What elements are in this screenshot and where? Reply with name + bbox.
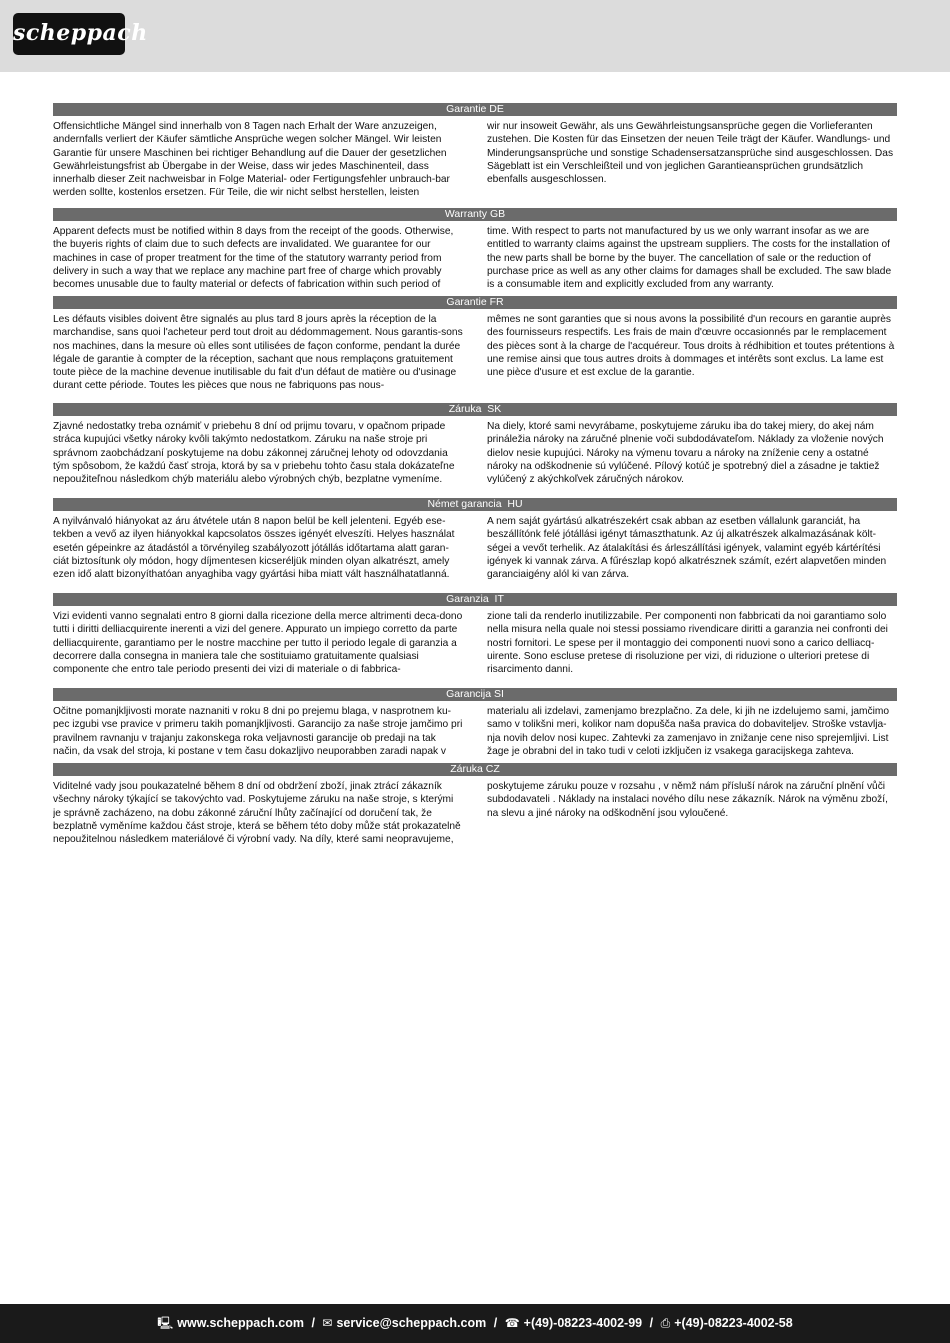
warranty-section-it bbox=[53, 593, 897, 688]
text-column-right: materialu ali izdelavi, zamenjamo brezplačno. Za dele, ki jih ne izdelujemo sami, jamčimo samo v tolikšni meri, kolikor nam dopušča naša pravica do dobaviteljev. Stroške vstavlja-nja novih delov nosi kupec. Zahtevki za zamenjavo in znižanje cene niso sprejemljivi. List žage je obrabni del in tako tudi v celoti izključen iz vsakega garacijskega zahteva. bbox=[487, 706, 890, 757]
warranty-section-cz bbox=[53, 763, 897, 852]
email-icon: ✉ bbox=[322, 1316, 333, 1330]
warranty-section-gb bbox=[53, 208, 897, 296]
section-header: Német garancia HU bbox=[53, 498, 897, 511]
section-body bbox=[53, 776, 897, 852]
text-column-left: Vizi evidenti vanno segnalati entro 8 giorni dalla ricezione della merce altrimenti deca-dono tutti i diritti delliacquirente inerenti a vizi del genere. Appurato un impiego corretto da parte delliacquirente, garantiamo per le nostre macchine per tutto il periodo legale di garanzia a decorrere dalla consegna in maniera tale che sostituiamo gratuitamente qualsiasi componente che entro tale periodo presenti dei vizi di materiale o di fabbrica- bbox=[53, 611, 463, 676]
website-link[interactable]: www.scheppach.com bbox=[177, 1316, 304, 1330]
warranty-section-sk bbox=[53, 403, 897, 498]
text-column-right: Na diely, ktoré sami nevyrábame, poskytujeme záruku iba do takej miery, do akej nám prináležia nároky na záručné plnenie voči subdodávateľom. Náklady za vloženie nových dielov nesie kupujúci. Nároky na výmenu tovaru a nároky na zníženie ceny a ostatné nároky na odškodnenie sú vylúčené. Pílový kotúč je spotrebný diel a zásadne je taktiež vylúčený z akýchkoľvek záručných nárokov. bbox=[487, 421, 884, 486]
section-header: Záruka CZ bbox=[53, 763, 897, 776]
section-body bbox=[53, 116, 897, 208]
fax-icon: ⎙ bbox=[660, 1316, 671, 1330]
email-link[interactable]: service@scheppach.com bbox=[336, 1316, 487, 1330]
text-column-left: Očitne pomanjkljivosti morate naznaniti v roku 8 dni po prejemu blaga, v nasprotnem ku-pec izgubi vse pravice v primeru takih pomanjkljivosti. Garancijo za naše stroje jamčimo pri pravilnem ravnanju v trajanju zakonskega roka veljavnosti garancije ob predaji na tak način, da vsak del stroja, ki postane v tem času dokazljivo neuporabben zaradi napak v bbox=[53, 706, 463, 757]
section-body bbox=[53, 221, 897, 296]
section-header: Garantie FR bbox=[53, 296, 897, 309]
separator: / bbox=[649, 1316, 654, 1330]
separator: / bbox=[493, 1316, 498, 1330]
warranty-section-de bbox=[53, 103, 897, 208]
section-header: Warranty GB bbox=[53, 208, 897, 221]
contact-footer bbox=[0, 1304, 950, 1343]
text-column-left: Apparent defects must be notified within 8 days from the receipt of the goods. Otherwise, the buyeris rights of claim due to such defects are invalidated. We guarantee for our machines in case of proper treatment for the time of the statutory warranty period from delivery in such a way that we replace any machine part free of charge which provably becomes unusable due to faulty material or defects of fabrication within such period of bbox=[53, 226, 454, 291]
section-body bbox=[53, 606, 897, 688]
text-column-left: Zjavné nedostatky treba oznámiť v priebehu 8 dní od prijmu tovaru, v opačnom pripade stráca kupujúci všetky nároky kvôli takýmto nedostatkom. Záruku na naše stroje pri správnom zaobchádzaní poskytujeme na dobu zákonnej záručnej lehoty od odovzdania tým spôsobom, že každú časť stroja, ktorá by sa v priebehu tohto času stala dokázateľne nepoužiteľnou následkom chýb materiálu alebo výrobných chýb, bezplatne vymeníme. bbox=[53, 421, 455, 486]
fax-number: +(49)-08223-4002-58 bbox=[674, 1316, 793, 1330]
text-column-left: A nyilvánvaló hiányokat az áru átvétele után 8 napon belül be kell jelenteni. Egyéb ese-tekben a vevő az ilyen hiányokkal kapcsolatos összes igényét elveszíti. Helyes használat esetén gépeinkre az átadástól a törvényileg szabályozott jótállás időtartama alatt garan-ciát biztosítunk oly módon, hogy díjmentesen kicseréljük minden olyan alkatrészt, amely ezen idő alatt bizonyíthatóan anyaghiba vagy gyártási hiba miatt vált használhatatlanná. bbox=[53, 516, 455, 581]
header-bar bbox=[0, 0, 950, 72]
phone-number: +(49)-08223-4002-99 bbox=[523, 1316, 643, 1330]
warranty-section-fr bbox=[53, 296, 897, 403]
section-header: Záruka SK bbox=[53, 403, 897, 416]
text-column-right: wir nur insoweit Gewähr, als uns Gewährleistungsansprüche gegen die Vorlieferanten zustehen. Die Kosten für das Einsetzen der neuen Teile trägt der Käufer. Wandlungs- und Minderungsansprüche und sonstige Schadensersatzansprüche sind ausgeschlossen. Das Sägeblatt ist ein Verschleißteil und von jeglichen Garantieansprüchen grundsätzlich ebenfalls ausgeschlossen. bbox=[487, 121, 894, 186]
section-header: Garancija SI bbox=[53, 688, 897, 701]
section-body bbox=[53, 309, 897, 403]
text-column-right: zione tali da renderlo inutilizzabile. Per componenti non fabbricati da noi garantiamo solo nella misura nella quale noi stessi possiamo rivendicare diritti a garanzia nei confronti dei nostri fornitori. Le spese per il montaggio dei componenti nuovi sono a carico delliacq-uirente. Sono escluse pretese di risoluzione per vizi, di riduzione o ulteriori pretese di risarcimento danni. bbox=[487, 611, 888, 676]
phone-icon: ☎ bbox=[504, 1316, 520, 1330]
section-body bbox=[53, 511, 897, 593]
section-header: Garantie DE bbox=[53, 103, 897, 116]
scheppach-logo: scheppach bbox=[13, 13, 125, 55]
section-body bbox=[53, 416, 897, 498]
text-column-left: Les défauts visibles doivent être signalés au plus tard 8 jours après la réception de la marchandise, sans quoi l'acheteur perd tout droit au dédommagement. Nous garantis-sons nos machines, dans la mesure où elles sont utilisées de façon conforme, pendant la durée légale de garantie à compter de la réception, sachant que nous remplaçons gratuitement toute pièce de la machine devenue inutilisable du fait d'un défaut de matière ou d'usinage durant cette période. Toutes les pièces que nous ne fabriquons pas nous- bbox=[53, 314, 463, 392]
text-column-right: mêmes ne sont garanties que si nous avons la possibilité d'un recours en garantie auprès des fournisseurs respectifs. Les frais de main d'œuvre occasionnés par le remplacement des pièces sont à la charge de l'acquéreur. Tous droits à rédhibition et toutes prétentions à une remise ainsi que tous autres droits à dommages et intérêts sont exclus. La lame est une pièce d'usure et est exclue de la garantie. bbox=[487, 314, 895, 379]
warranty-section-hu bbox=[53, 498, 897, 593]
text-column-left: Viditelné vady jsou poukazatelné během 8 dní od obdržení zboží, jinak ztrácí zákazník všechny nároky týkající se takovýchto vad. Poskytujeme záruku na naše stroje, s kterými je správně zacházeno, na dobu zákonné záruční lhůty začínající od doručení tak, že bezplatně vyměníme každou část stroje, která se během této doby může stát prokazatelně nepoužitelnou následkem materiálové či výrobní vady. Na díly, které sami neopravujeme, bbox=[53, 781, 461, 846]
computer-icon: 🖳 bbox=[157, 1316, 174, 1330]
section-body bbox=[53, 701, 897, 763]
text-column-left: Offensichtliche Mängel sind innerhalb von 8 Tagen nach Erhalt der Ware anzuzeigen, andernfalls verliert der Käufer sämtliche Ansprüche wegen solcher Mängel. Wir leisten Garantie für unsere Maschinen bei richtiger Behandlung auf die Dauer der gesetzlichen Gewährleistungsfrist ab Übergabe in der Weise, dass wir jedes Maschinenteil, dass innerhalb dieser Zeit nachweisbar in Folge Material- oder Fertigungsfehler unbrauch-bar werden sollte, kostenlos ersetzen. Für Teile, die wir nicht selbst herstellen, leisten bbox=[53, 121, 450, 199]
section-header: Garanzia IT bbox=[53, 593, 897, 606]
warranty-content bbox=[53, 103, 897, 852]
warranty-section-si bbox=[53, 688, 897, 763]
text-column-right: time. With respect to parts not manufactured by us we only warrant insofar as we are entitled to warranty claims against the upstream suppliers. The costs for the installation of the new parts shall be borne by the buyer. The cancellation of sale or the reduction of purchase price as well as any other claims for damages shall be excluded. The saw blade is a consumable item and explicitly excluded from any warranty. bbox=[487, 226, 892, 291]
separator: / bbox=[311, 1316, 315, 1330]
text-column-right: A nem saját gyártású alkatrészekért csak abban az esetben vállalunk garanciát, ha beszállítónk felé jótállási igényt támaszthatunk. Az új alkatrészek alkalmazásának költ-ségei a vevőt terhelik. Az átalakítási és árleszállítási igények, valamint egyéb kártérítési igények ki vannak zárva. A fűrészlap kopó alkatrésznek számít, ezért alapvetően minden garanciaigény alól ki van zárva. bbox=[487, 516, 887, 581]
text-column-right: poskytujeme záruku pouze v rozsahu , v němž nám přísluší nárok na záruční plnění vůči subdodavateli . Náklady na instalaci nového dílu nese zákazník. Nárok na výměnu zboží, na slevu a jiné nároky na odškodnění jsou vyloučené. bbox=[487, 781, 888, 819]
